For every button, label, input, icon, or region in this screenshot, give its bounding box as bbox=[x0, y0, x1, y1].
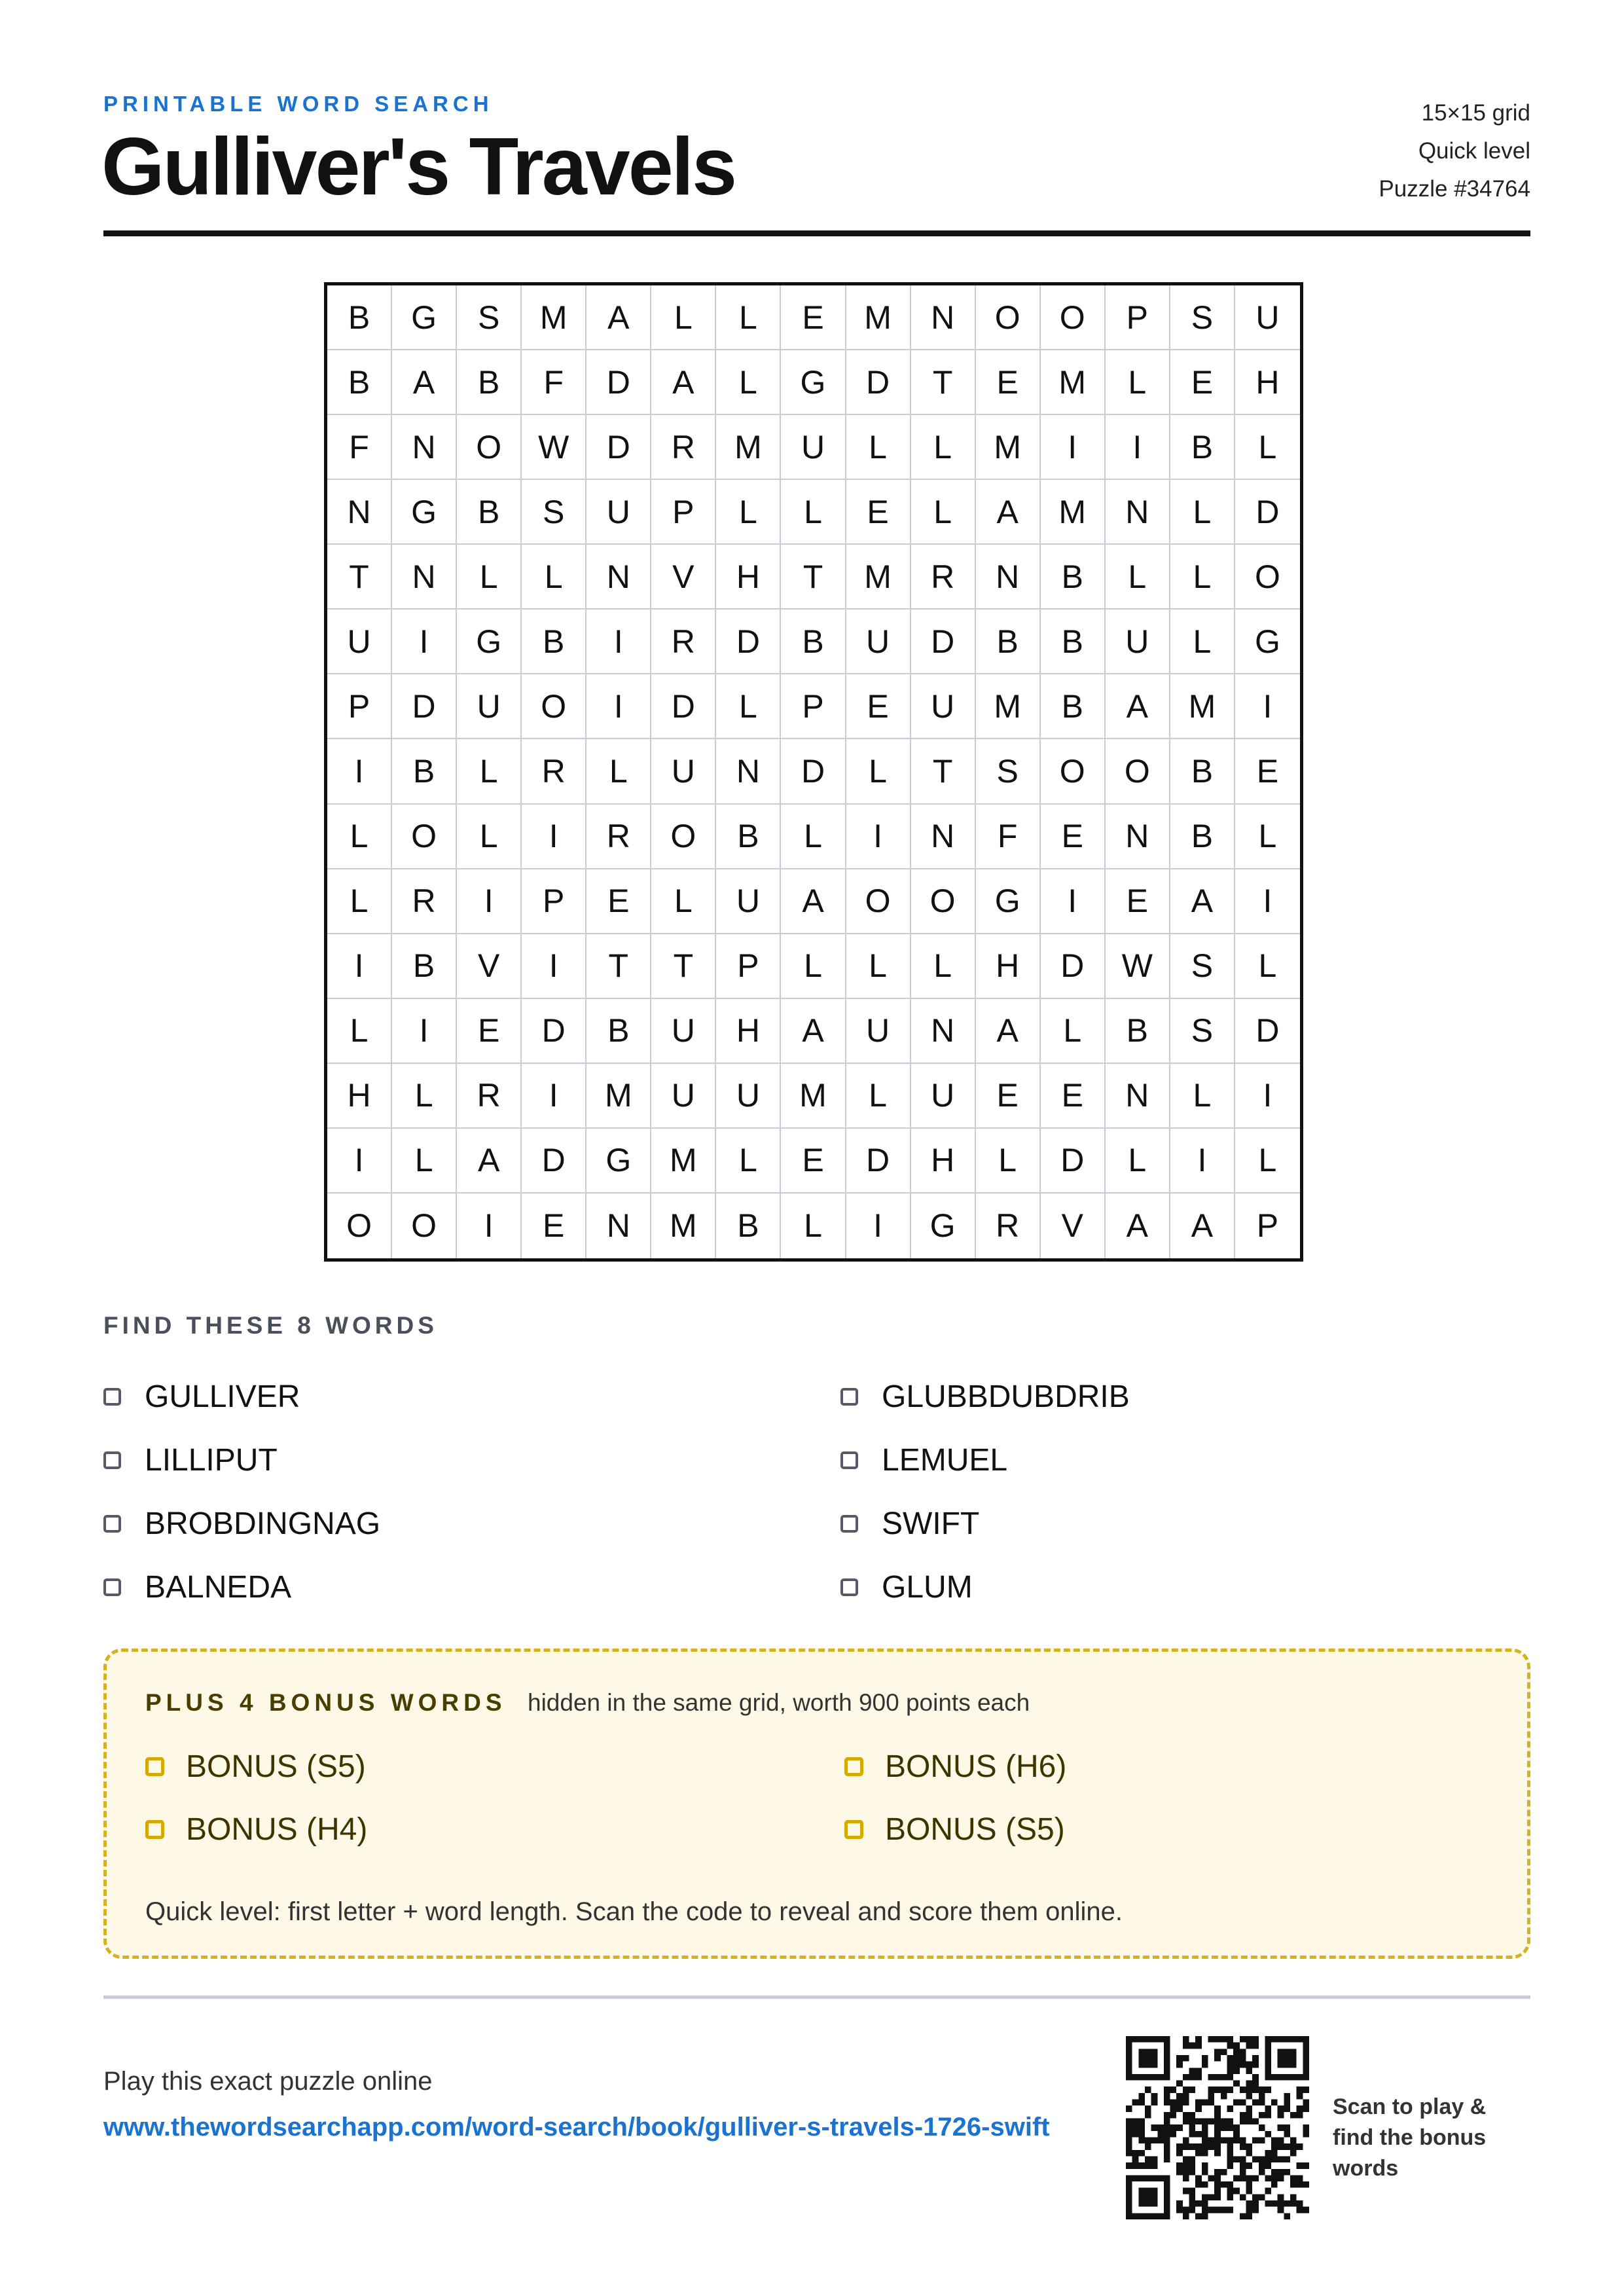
grid-cell[interactable]: B bbox=[392, 739, 457, 804]
word-list-item[interactable] bbox=[840, 1365, 1530, 1429]
grid-cell[interactable]: B bbox=[327, 350, 392, 415]
grid-cell[interactable]: M bbox=[781, 1064, 846, 1129]
grid-cell[interactable]: R bbox=[586, 805, 651, 869]
bonus-label: BONUS (S5) bbox=[885, 1812, 1065, 1847]
grid-cell[interactable]: B bbox=[327, 285, 392, 350]
grid-cell[interactable]: B bbox=[457, 350, 522, 415]
word-label: GLUBBDUBDRIB bbox=[882, 1379, 1130, 1414]
grid-cell[interactable]: A bbox=[1106, 674, 1170, 739]
grid-cell[interactable]: D bbox=[586, 415, 651, 480]
grid-cell[interactable]: O bbox=[651, 805, 716, 869]
grid-cell[interactable]: A bbox=[781, 999, 846, 1064]
grid-cell[interactable]: E bbox=[976, 1064, 1041, 1129]
grid-cell[interactable]: G bbox=[392, 480, 457, 545]
grid-cell[interactable]: B bbox=[522, 610, 586, 674]
word-list-heading: FIND THESE 8 WORDS bbox=[103, 1312, 438, 1339]
word-list-item[interactable] bbox=[840, 1429, 1530, 1492]
grid-cell[interactable]: M bbox=[651, 1129, 716, 1194]
grid-cell[interactable]: R bbox=[651, 415, 716, 480]
grid-cell[interactable]: P bbox=[651, 480, 716, 545]
grid-cell[interactable]: L bbox=[781, 1194, 846, 1258]
grid-cell[interactable]: L bbox=[327, 805, 392, 869]
grid-cell[interactable]: H bbox=[976, 934, 1041, 999]
grid-cell[interactable]: G bbox=[976, 869, 1041, 934]
grid-cell[interactable]: L bbox=[846, 739, 911, 804]
grid-cell[interactable]: L bbox=[1235, 934, 1300, 999]
grid-cell[interactable]: A bbox=[457, 1129, 522, 1194]
grid-cell[interactable]: E bbox=[586, 869, 651, 934]
grid-cell[interactable]: R bbox=[522, 739, 586, 804]
grid-cell[interactable]: G bbox=[392, 285, 457, 350]
grid-cell[interactable]: L bbox=[1041, 999, 1106, 1064]
grid-cell[interactable]: N bbox=[976, 545, 1041, 610]
grid-cell[interactable]: D bbox=[781, 739, 846, 804]
grid-cell[interactable]: N bbox=[911, 285, 976, 350]
grid-cell[interactable]: U bbox=[327, 610, 392, 674]
grid-cell[interactable]: L bbox=[1235, 415, 1300, 480]
play-online-label: Play this exact puzzle online bbox=[103, 2067, 433, 2096]
grid-cell[interactable]: U bbox=[1235, 285, 1300, 350]
grid-cell[interactable]: D bbox=[1235, 480, 1300, 545]
grid-cell[interactable]: M bbox=[522, 285, 586, 350]
word-label: GULLIVER bbox=[145, 1379, 300, 1414]
grid-cell[interactable]: L bbox=[392, 1129, 457, 1194]
grid-cell[interactable]: R bbox=[911, 545, 976, 610]
grid-cell[interactable]: D bbox=[392, 674, 457, 739]
grid-cell[interactable]: L bbox=[1235, 1129, 1300, 1194]
grid-cell[interactable]: I bbox=[586, 674, 651, 739]
grid-cell[interactable]: P bbox=[1106, 285, 1170, 350]
grid-cell[interactable]: E bbox=[976, 350, 1041, 415]
checkbox-icon[interactable] bbox=[840, 1388, 858, 1406]
checkbox-icon[interactable] bbox=[840, 1515, 858, 1533]
word-label: LEMUEL bbox=[882, 1443, 1008, 1478]
word-label: GLUM bbox=[882, 1570, 973, 1605]
grid-cell[interactable]: D bbox=[846, 350, 911, 415]
grid-cell[interactable]: I bbox=[392, 610, 457, 674]
grid-cell[interactable]: L bbox=[1106, 1129, 1170, 1194]
word-label: BROBDINGNAG bbox=[145, 1506, 381, 1541]
grid-cell[interactable]: L bbox=[911, 415, 976, 480]
grid-cell[interactable]: R bbox=[651, 610, 716, 674]
grid-cell[interactable]: W bbox=[522, 415, 586, 480]
grid-cell[interactable]: M bbox=[846, 545, 911, 610]
grid-cell[interactable]: L bbox=[846, 415, 911, 480]
grid-cell[interactable]: B bbox=[1106, 999, 1170, 1064]
checkbox-icon[interactable] bbox=[103, 1388, 121, 1406]
grid-cell[interactable]: H bbox=[716, 545, 781, 610]
bonus-item[interactable] bbox=[145, 1798, 844, 1861]
grid-cell[interactable]: G bbox=[781, 350, 846, 415]
grid-cell[interactable]: B bbox=[586, 999, 651, 1064]
grid-cell[interactable]: I bbox=[392, 999, 457, 1064]
grid-cell[interactable]: V bbox=[457, 934, 522, 999]
grid-cell[interactable]: V bbox=[651, 545, 716, 610]
grid-cell[interactable]: B bbox=[1041, 545, 1106, 610]
grid-cell[interactable]: D bbox=[846, 1129, 911, 1194]
grid-cell[interactable]: L bbox=[1106, 350, 1170, 415]
grid-cell[interactable]: D bbox=[1041, 934, 1106, 999]
word-label: BALNEDA bbox=[145, 1570, 292, 1605]
bonus-header bbox=[145, 1689, 1030, 1717]
grid-cell[interactable]: I bbox=[846, 805, 911, 869]
grid-cell[interactable]: L bbox=[781, 805, 846, 869]
grid-cell[interactable]: U bbox=[586, 480, 651, 545]
grid-cell[interactable]: L bbox=[716, 1129, 781, 1194]
grid-cell[interactable]: L bbox=[1170, 1064, 1235, 1129]
grid-cell[interactable]: B bbox=[716, 1194, 781, 1258]
grid-cell[interactable]: I bbox=[1041, 869, 1106, 934]
grid-cell[interactable]: L bbox=[586, 739, 651, 804]
puzzle-meta bbox=[1379, 94, 1530, 208]
page-title: Gulliver's Travels bbox=[101, 122, 736, 212]
grid-cell[interactable]: M bbox=[976, 415, 1041, 480]
bonus-subheading: hidden in the same grid, worth 900 points each bbox=[528, 1689, 1030, 1716]
grid-cell[interactable]: H bbox=[716, 999, 781, 1064]
grid-cell[interactable]: B bbox=[1170, 805, 1235, 869]
bonus-label: BONUS (H6) bbox=[885, 1749, 1067, 1784]
grid-cell[interactable]: E bbox=[457, 999, 522, 1064]
grid-cell[interactable]: L bbox=[846, 1064, 911, 1129]
word-list-item[interactable] bbox=[103, 1429, 840, 1492]
grid-cell[interactable]: P bbox=[716, 934, 781, 999]
bonus-list bbox=[145, 1735, 1494, 1861]
grid-cell[interactable]: E bbox=[1041, 805, 1106, 869]
grid-cell[interactable]: T bbox=[781, 545, 846, 610]
difficulty-level: Quick level bbox=[1418, 138, 1530, 164]
grid-cell[interactable]: S bbox=[1170, 934, 1235, 999]
grid-cell[interactable]: S bbox=[1170, 999, 1235, 1064]
bonus-item[interactable] bbox=[844, 1798, 1494, 1861]
bonus-box bbox=[103, 1649, 1530, 1959]
grid-cell[interactable]: D bbox=[522, 999, 586, 1064]
grid-cell[interactable]: L bbox=[1106, 545, 1170, 610]
puzzle-id: Puzzle #34764 bbox=[1379, 176, 1530, 202]
grid-cell[interactable]: R bbox=[976, 1194, 1041, 1258]
grid-cell[interactable]: F bbox=[327, 415, 392, 480]
grid-cell[interactable]: M bbox=[1041, 350, 1106, 415]
grid-cell[interactable]: E bbox=[1106, 869, 1170, 934]
grid-cell[interactable]: P bbox=[522, 869, 586, 934]
grid-cell[interactable]: O bbox=[1235, 545, 1300, 610]
grid-cell[interactable]: H bbox=[911, 1129, 976, 1194]
word-label: SWIFT bbox=[882, 1506, 980, 1541]
grid-cell[interactable]: U bbox=[846, 999, 911, 1064]
header-divider bbox=[103, 230, 1530, 236]
grid-cell[interactable]: A bbox=[1106, 1194, 1170, 1258]
grid-cell[interactable]: I bbox=[1235, 869, 1300, 934]
grid-cell[interactable]: D bbox=[1235, 999, 1300, 1064]
grid-cell[interactable]: R bbox=[457, 1064, 522, 1129]
grid-cell[interactable]: O bbox=[846, 869, 911, 934]
bonus-heading: PLUS 4 BONUS WORDS bbox=[145, 1689, 507, 1716]
grid-cell[interactable]: M bbox=[651, 1194, 716, 1258]
grid-cell[interactable]: G bbox=[457, 610, 522, 674]
grid-cell[interactable]: E bbox=[781, 285, 846, 350]
grid-cell[interactable]: N bbox=[392, 415, 457, 480]
grid-cell[interactable]: I bbox=[327, 934, 392, 999]
grid-cell[interactable]: B bbox=[976, 610, 1041, 674]
grid-cell[interactable]: L bbox=[846, 934, 911, 999]
checkbox-icon[interactable] bbox=[840, 1451, 858, 1469]
grid-cell[interactable]: O bbox=[1041, 739, 1106, 804]
word-label: LILLIPUT bbox=[145, 1443, 278, 1478]
grid-cell[interactable]: U bbox=[911, 674, 976, 739]
grid-cell[interactable]: N bbox=[716, 739, 781, 804]
grid-cell[interactable]: L bbox=[457, 739, 522, 804]
grid-cell[interactable]: B bbox=[457, 480, 522, 545]
grid-cell[interactable]: E bbox=[846, 480, 911, 545]
grid-cell[interactable]: A bbox=[976, 480, 1041, 545]
word-list-item[interactable] bbox=[840, 1556, 1530, 1619]
grid-cell[interactable]: D bbox=[522, 1129, 586, 1194]
grid-cell[interactable]: O bbox=[1041, 285, 1106, 350]
grid-cell[interactable]: I bbox=[457, 869, 522, 934]
grid-cell[interactable]: L bbox=[716, 350, 781, 415]
grid-cell[interactable]: D bbox=[651, 674, 716, 739]
grid-cell[interactable]: A bbox=[1170, 1194, 1235, 1258]
grid-cell[interactable]: N bbox=[911, 999, 976, 1064]
checkbox-icon[interactable] bbox=[844, 1757, 863, 1776]
grid-cell[interactable]: L bbox=[781, 934, 846, 999]
grid-cell[interactable]: O bbox=[1106, 739, 1170, 804]
grid-cell[interactable]: U bbox=[651, 739, 716, 804]
grid-cell[interactable]: H bbox=[327, 1064, 392, 1129]
grid-cell[interactable]: F bbox=[522, 350, 586, 415]
grid-cell[interactable]: L bbox=[716, 480, 781, 545]
grid-cell[interactable]: A bbox=[651, 350, 716, 415]
grid-cell[interactable]: B bbox=[1041, 610, 1106, 674]
grid-cell[interactable]: A bbox=[1170, 869, 1235, 934]
letter-grid bbox=[324, 282, 1303, 1262]
checkbox-icon[interactable] bbox=[103, 1451, 121, 1469]
checkbox-icon[interactable] bbox=[844, 1820, 863, 1839]
grid-cell[interactable]: O bbox=[522, 674, 586, 739]
grid-cell[interactable]: I bbox=[1041, 415, 1106, 480]
grid-cell[interactable]: U bbox=[457, 674, 522, 739]
grid-size: 15×15 grid bbox=[1421, 100, 1530, 126]
grid-cell[interactable]: G bbox=[586, 1129, 651, 1194]
grid-cell[interactable]: T bbox=[911, 739, 976, 804]
grid-cell[interactable]: L bbox=[1235, 805, 1300, 869]
puzzle-url-link[interactable]: www.thewordsearchapp.com/word-search/book/gulliver-s-travels-1726-swift bbox=[103, 2113, 1050, 2141]
checkbox-icon[interactable] bbox=[145, 1757, 164, 1776]
grid-cell[interactable]: D bbox=[1041, 1129, 1106, 1194]
grid-cell[interactable]: W bbox=[1106, 934, 1170, 999]
grid-cell[interactable]: I bbox=[522, 1064, 586, 1129]
grid-cell[interactable]: E bbox=[781, 1129, 846, 1194]
grid-cell[interactable]: E bbox=[1170, 350, 1235, 415]
grid-cell[interactable]: N bbox=[327, 480, 392, 545]
grid-cell[interactable]: B bbox=[781, 610, 846, 674]
grid-cell[interactable]: D bbox=[716, 610, 781, 674]
grid-cell[interactable]: A bbox=[976, 999, 1041, 1064]
grid-cell[interactable]: S bbox=[976, 739, 1041, 804]
grid-cell[interactable]: T bbox=[586, 934, 651, 999]
grid-cell[interactable]: U bbox=[781, 415, 846, 480]
grid-cell[interactable]: I bbox=[522, 934, 586, 999]
grid-cell[interactable]: N bbox=[586, 1194, 651, 1258]
grid-cell[interactable]: L bbox=[651, 285, 716, 350]
checkbox-icon[interactable] bbox=[103, 1578, 121, 1596]
grid-cell[interactable]: L bbox=[716, 674, 781, 739]
grid-cell[interactable]: A bbox=[392, 350, 457, 415]
grid-cell[interactable]: P bbox=[1256, 1207, 1279, 1245]
grid-cell[interactable]: E bbox=[522, 1194, 586, 1258]
grid-cell[interactable]: P bbox=[327, 674, 392, 739]
grid-cell[interactable]: U bbox=[716, 869, 781, 934]
grid-cell[interactable]: L bbox=[976, 1129, 1041, 1194]
grid-cell[interactable]: O bbox=[327, 1194, 392, 1258]
grid-cell[interactable]: M bbox=[716, 415, 781, 480]
grid-cell[interactable]: I bbox=[586, 610, 651, 674]
grid-cell[interactable]: H bbox=[1235, 350, 1300, 415]
grid-cell[interactable]: F bbox=[976, 805, 1041, 869]
grid-cell[interactable]: S bbox=[1170, 285, 1235, 350]
grid-cell[interactable]: I bbox=[327, 1129, 392, 1194]
checkbox-icon[interactable] bbox=[103, 1515, 121, 1533]
grid-cell[interactable]: O bbox=[392, 805, 457, 869]
grid-cell[interactable]: O bbox=[457, 415, 522, 480]
word-list-item[interactable] bbox=[840, 1492, 1530, 1556]
grid-cell[interactable]: O bbox=[911, 869, 976, 934]
grid-cell[interactable]: A bbox=[586, 285, 651, 350]
grid-cell[interactable]: O bbox=[392, 1194, 457, 1258]
grid-cell[interactable]: L bbox=[911, 934, 976, 999]
grid-cell[interactable]: I bbox=[846, 1194, 911, 1258]
grid-cell[interactable]: U bbox=[846, 610, 911, 674]
grid-cell[interactable]: L bbox=[457, 545, 522, 610]
grid-cell[interactable]: O bbox=[976, 285, 1041, 350]
grid-cell[interactable]: I bbox=[327, 739, 392, 804]
grid-cell[interactable]: U bbox=[651, 1064, 716, 1129]
grid-cell[interactable]: L bbox=[1170, 480, 1235, 545]
word-list-item[interactable] bbox=[103, 1556, 840, 1619]
qr-code-icon[interactable] bbox=[1126, 2036, 1309, 2219]
grid-cell[interactable]: V bbox=[1041, 1194, 1106, 1258]
grid-cell[interactable]: M bbox=[1170, 674, 1235, 739]
checkbox-icon[interactable] bbox=[145, 1820, 164, 1839]
grid-cell[interactable]: U bbox=[911, 1064, 976, 1129]
grid-cell[interactable]: T bbox=[911, 350, 976, 415]
grid-cell[interactable]: L bbox=[651, 869, 716, 934]
bonus-label: BONUS (S5) bbox=[186, 1749, 366, 1784]
grid-cell[interactable]: E bbox=[1235, 739, 1300, 804]
grid-cell[interactable]: E bbox=[1041, 1064, 1106, 1129]
footer-divider bbox=[103, 1995, 1530, 1999]
grid-cell[interactable]: B bbox=[1170, 415, 1235, 480]
kicker-label: PRINTABLE WORD SEARCH bbox=[103, 92, 494, 116]
word-list-item[interactable] bbox=[103, 1492, 840, 1556]
grid-cell[interactable]: I bbox=[1106, 415, 1170, 480]
grid-cell[interactable]: G bbox=[911, 1194, 976, 1258]
grid-cell[interactable]: B bbox=[1041, 674, 1106, 739]
grid-cell[interactable]: S bbox=[457, 285, 522, 350]
grid-cell[interactable]: I bbox=[457, 1194, 522, 1258]
grid-cell[interactable]: I bbox=[522, 805, 586, 869]
grid-cell[interactable]: L bbox=[327, 869, 392, 934]
grid-cell[interactable]: L bbox=[457, 805, 522, 869]
grid-cell[interactable]: U bbox=[651, 999, 716, 1064]
grid-cell[interactable]: L bbox=[522, 545, 586, 610]
grid-cell[interactable]: D bbox=[586, 350, 651, 415]
grid-cell[interactable]: P bbox=[781, 674, 846, 739]
grid-cell[interactable]: M bbox=[586, 1064, 651, 1129]
grid-cell[interactable]: D bbox=[911, 610, 976, 674]
grid-cell[interactable]: M bbox=[1041, 480, 1106, 545]
grid-cell[interactable]: B bbox=[392, 934, 457, 999]
grid-cell[interactable]: L bbox=[716, 285, 781, 350]
bonus-item[interactable] bbox=[844, 1735, 1494, 1798]
bonus-note: Quick level: first letter + word length. Scan the code to reveal and score them online. bbox=[145, 1897, 1123, 1926]
grid-cell[interactable]: I bbox=[1235, 674, 1300, 739]
grid-cell[interactable]: N bbox=[1106, 805, 1170, 869]
grid-cell[interactable]: E bbox=[846, 674, 911, 739]
grid-cell[interactable]: N bbox=[1106, 480, 1170, 545]
grid-cell[interactable]: L bbox=[1170, 545, 1235, 610]
bonus-item[interactable] bbox=[145, 1735, 844, 1798]
grid-cell[interactable]: L bbox=[327, 999, 392, 1064]
grid-cell[interactable]: M bbox=[976, 674, 1041, 739]
grid-cell[interactable]: R bbox=[392, 869, 457, 934]
word-list-item[interactable] bbox=[103, 1365, 840, 1429]
grid-cell[interactable]: L bbox=[781, 480, 846, 545]
grid-cell[interactable]: B bbox=[1170, 739, 1235, 804]
grid-cell[interactable]: L bbox=[392, 1064, 457, 1129]
grid-cell[interactable]: U bbox=[1106, 610, 1170, 674]
grid-cell[interactable]: I bbox=[1235, 1064, 1300, 1129]
grid-cell[interactable]: T bbox=[651, 934, 716, 999]
word-list bbox=[103, 1365, 1530, 1619]
grid-cell[interactable]: N bbox=[911, 805, 976, 869]
grid-cell[interactable]: G bbox=[1235, 610, 1300, 674]
checkbox-icon[interactable] bbox=[840, 1578, 858, 1596]
grid-cell[interactable]: N bbox=[1106, 1064, 1170, 1129]
grid-cell[interactable]: N bbox=[586, 545, 651, 610]
grid-cell[interactable]: L bbox=[1170, 610, 1235, 674]
grid-cell[interactable]: N bbox=[392, 545, 457, 610]
grid-cell[interactable]: T bbox=[327, 545, 392, 610]
grid-cell[interactable]: B bbox=[716, 805, 781, 869]
scan-caption: Scan to play & find the bonus words bbox=[1333, 2094, 1487, 2181]
grid-cell[interactable]: U bbox=[716, 1064, 781, 1129]
grid-cell[interactable]: A bbox=[781, 869, 846, 934]
bonus-label: BONUS (H4) bbox=[186, 1812, 368, 1847]
grid-cell[interactable]: I bbox=[1170, 1129, 1235, 1194]
grid-cell[interactable]: L bbox=[911, 480, 976, 545]
grid-cell[interactable]: S bbox=[522, 480, 586, 545]
grid-cell[interactable]: M bbox=[846, 285, 911, 350]
